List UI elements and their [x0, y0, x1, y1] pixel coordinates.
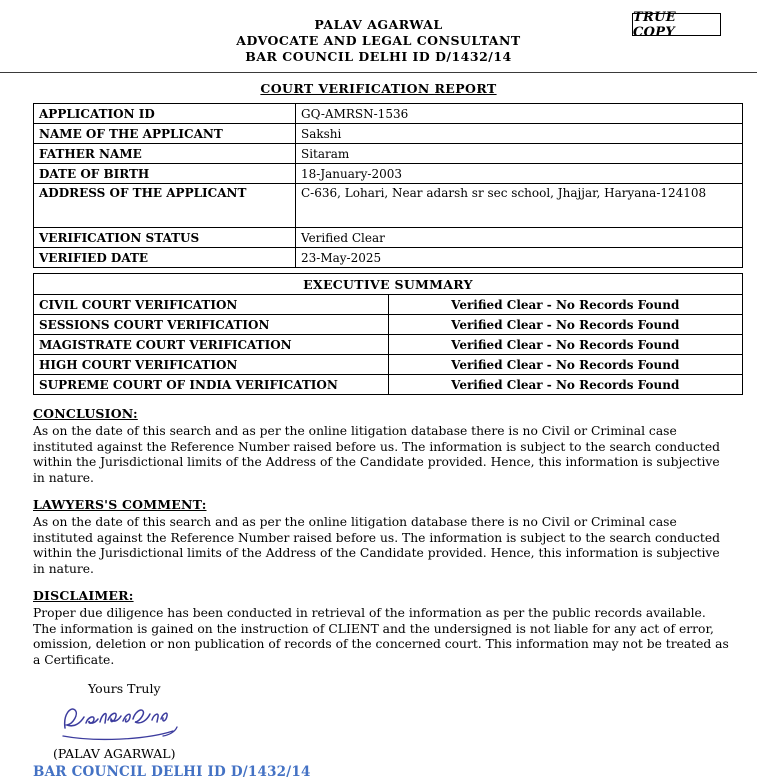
signature-block — [55, 698, 743, 744]
court-result: Verified Clear - No Records Found — [388, 335, 743, 355]
true-copy-stamp — [632, 9, 721, 40]
field-value: Sitaram — [296, 144, 743, 164]
disclaimer-section — [33, 588, 743, 668]
advocate-bar-id: BAR COUNCIL DELHI ID D/1432/14 — [245, 49, 512, 64]
header-divider — [0, 72, 757, 73]
advocate-name: PALAV AGARWAL — [314, 17, 443, 32]
footer-bar-id: BAR COUNCIL DELHI ID D/1432/14 — [33, 764, 311, 780]
table-row — [34, 104, 743, 124]
court-label: SUPREME COURT OF INDIA VERIFICATION — [34, 375, 389, 395]
table-row — [34, 248, 743, 268]
court-result: Verified Clear - No Records Found — [388, 315, 743, 335]
field-label: APPLICATION ID — [34, 104, 296, 124]
lawyers-comment-heading: LAWYERS'S COMMENT: — [33, 497, 207, 512]
conclusion-heading: CONCLUSION: — [33, 406, 138, 421]
field-label: DATE OF BIRTH — [34, 164, 296, 184]
field-value: Verified Clear — [296, 228, 743, 248]
table-row — [34, 315, 743, 335]
table-row — [34, 375, 743, 395]
field-label: VERIFIED DATE — [34, 248, 296, 268]
field-value: GQ-AMRSN-1536 — [296, 104, 743, 124]
conclusion-text: As on the date of this search and as per the online litigation database there is no Civil or Criminal case instituted against the Reference Number raised before us. The information is subject to the search conducted within the Jurisdictional limits of the Address of the Candidate provided. Hence, this information is subjective in nature. — [33, 424, 720, 485]
field-label: FATHER NAME — [34, 144, 296, 164]
signature-image — [55, 698, 185, 744]
report-body — [33, 103, 743, 780]
table-row — [34, 355, 743, 375]
field-label: NAME OF THE APPLICANT — [34, 124, 296, 144]
lawyers-comment-section — [33, 497, 743, 577]
field-value: 18-January-2003 — [296, 164, 743, 184]
table-row — [34, 295, 743, 315]
lawyers-comment-text: As on the date of this search and as per the online litigation database there is no Civil or Criminal case instituted against the Reference Number raised before us. The information is subject to the search conducted within the Jurisdictional limits of the Address of the Candidate provided. Hence, this information is subjective in nature. — [33, 515, 720, 576]
field-label: ADDRESS OF THE APPLICANT — [34, 184, 296, 228]
court-label: MAGISTRATE COURT VERIFICATION — [34, 335, 389, 355]
field-value: C-636, Lohari, Near adarsh sr sec school, Jhajjar, Haryana-124108 — [296, 184, 743, 228]
disclaimer-heading: DISCLAIMER: — [33, 588, 134, 603]
field-value: 23-May-2025 — [296, 248, 743, 268]
executive-summary-table — [33, 273, 743, 395]
advocate-role: ADVOCATE AND LEGAL CONSULTANT — [236, 33, 521, 48]
table-row — [34, 164, 743, 184]
table-row — [34, 228, 743, 248]
signatory-name: (PALAV AGARWAL) — [53, 746, 176, 761]
court-result: Verified Clear - No Records Found — [388, 375, 743, 395]
field-value: Sakshi — [296, 124, 743, 144]
table-row — [34, 144, 743, 164]
conclusion-section — [33, 406, 743, 486]
table-header-row — [34, 274, 743, 295]
table-row — [34, 124, 743, 144]
table-row — [34, 335, 743, 355]
applicant-table — [33, 103, 743, 268]
court-label: CIVIL COURT VERIFICATION — [34, 295, 389, 315]
court-label: HIGH COURT VERIFICATION — [34, 355, 389, 375]
table-row — [34, 184, 743, 228]
court-result: Verified Clear - No Records Found — [388, 295, 743, 315]
page-title: COURT VERIFICATION REPORT — [260, 81, 497, 96]
disclaimer-text: Proper due diligence has been conducted in retrieval of the information as per the public records available. The information is gained on the instruction of CLIENT and the undersigned is not liable for any act of error, omission, deletion or non publication of records of the concerned court. This information may not be treated as a Certificate. — [33, 606, 729, 667]
executive-summary-heading: EXECUTIVE SUMMARY — [34, 274, 743, 295]
court-label: SESSIONS COURT VERIFICATION — [34, 315, 389, 335]
closing-line: Yours Truly — [88, 681, 161, 696]
field-label: VERIFICATION STATUS — [34, 228, 296, 248]
court-result: Verified Clear - No Records Found — [388, 355, 743, 375]
true-copy-label: TRUE COPY — [633, 9, 676, 40]
